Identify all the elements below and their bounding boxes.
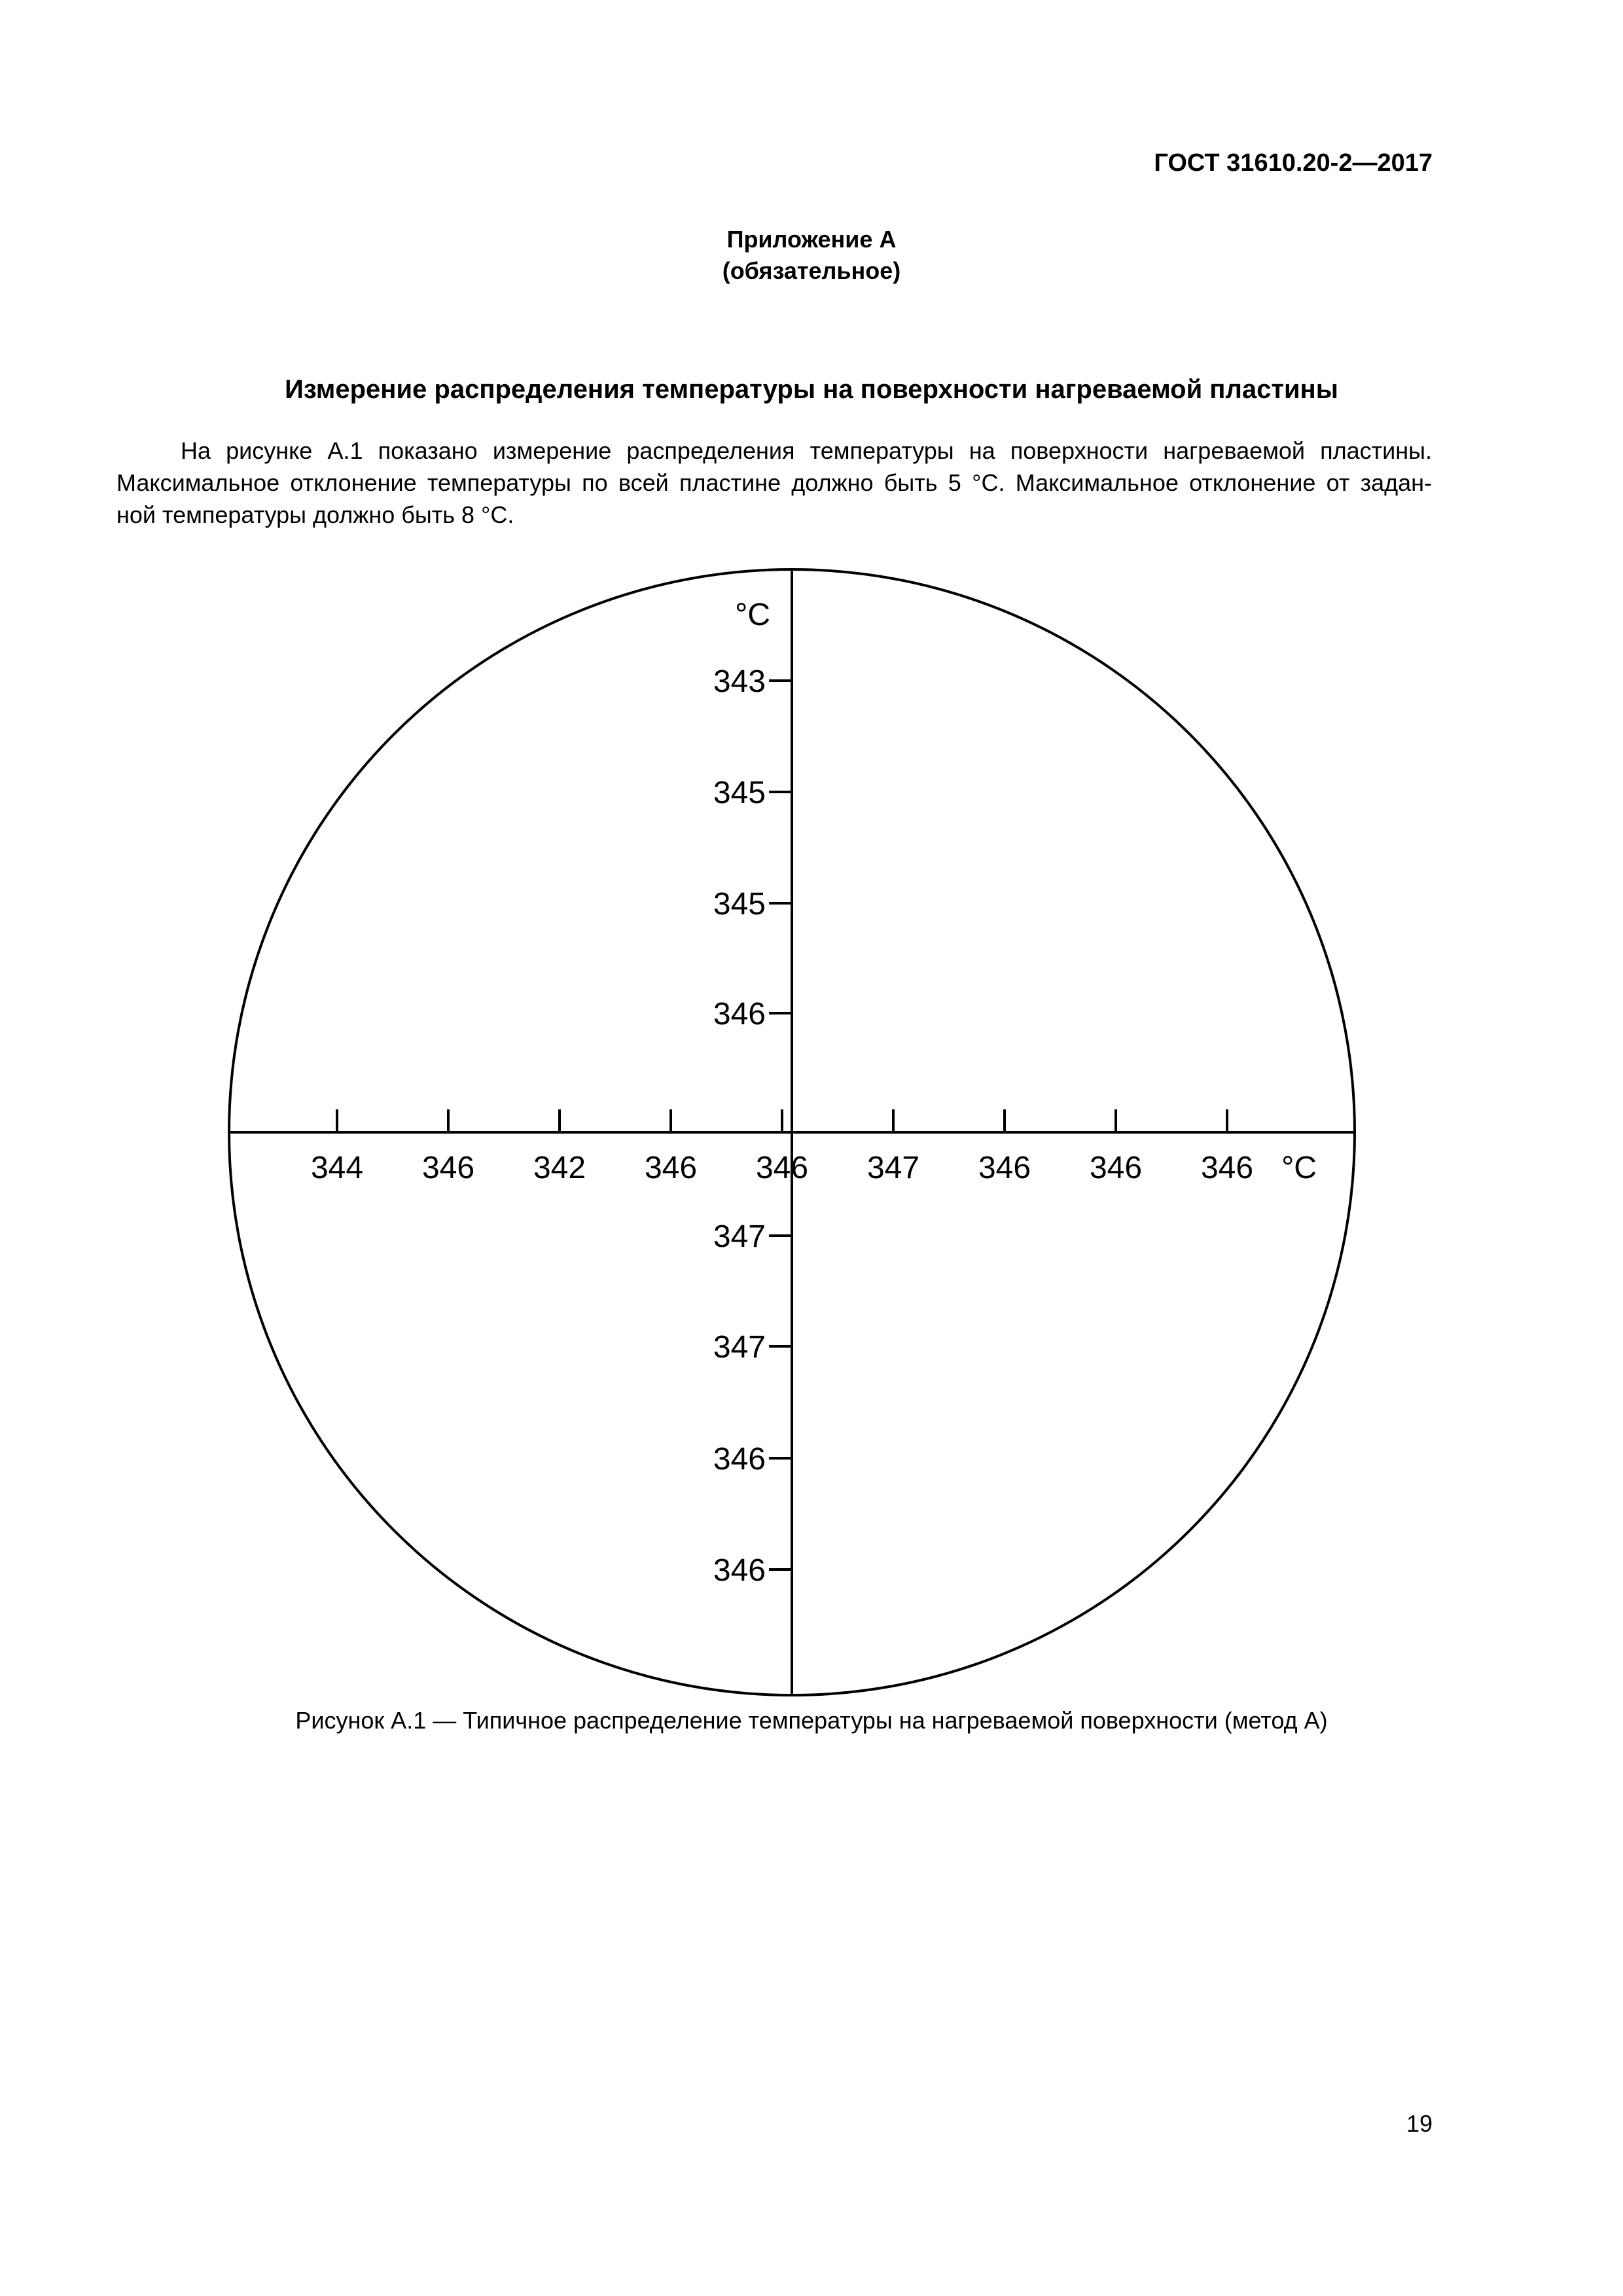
v-label-upper-3: 346: [713, 997, 766, 1031]
v-label-lower-3: 346: [713, 1553, 766, 1588]
v-label-lower-0: 347: [713, 1219, 766, 1254]
section-title: Измерение распределения температуры на поверхности нагреваемой пластины: [285, 375, 1338, 404]
intro-line-3: ной температуры должно быть 8 °С.: [116, 501, 514, 528]
page-number: 19: [1406, 2110, 1433, 2137]
h-label-4: 346: [755, 1151, 809, 1185]
v-label-lower-2: 346: [713, 1442, 766, 1477]
h-label-3: 346: [644, 1151, 698, 1185]
v-label-lower-1: 347: [713, 1330, 766, 1365]
v-label-upper-0: 343: [713, 664, 766, 699]
appendix-status: (обязательное): [722, 257, 901, 284]
h-label-7: 346: [1089, 1151, 1143, 1185]
horizontal-unit-label: °C: [1281, 1151, 1317, 1185]
intro-line-1: На рисунке А.1 показано измерение распределения температуры на поверхности нагреваемой пластины.: [181, 437, 1432, 464]
v-label-upper-2: 345: [713, 887, 766, 922]
h-label-2: 342: [533, 1151, 586, 1185]
h-label-8: 346: [1200, 1151, 1254, 1185]
h-label-0: 344: [310, 1151, 364, 1185]
figure-caption: Рисунок А.1 — Типичное распределение температуры на нагреваемой поверхности (метод А): [295, 1707, 1328, 1734]
v-label-upper-1: 345: [713, 776, 766, 810]
h-label-1: 346: [421, 1151, 475, 1185]
standard-number: ГОСТ 31610.20-2—2017: [1154, 149, 1433, 177]
intro-line-2: Максимальное отклонение температуры по всей пластине должно быть 5 °С. Максимальное отклонение от задан-: [116, 469, 1432, 496]
appendix-title: Приложение А: [726, 226, 897, 253]
h-label-5: 347: [866, 1151, 920, 1185]
h-label-6: 346: [978, 1151, 1031, 1185]
vertical-unit-label: °C: [735, 598, 770, 632]
